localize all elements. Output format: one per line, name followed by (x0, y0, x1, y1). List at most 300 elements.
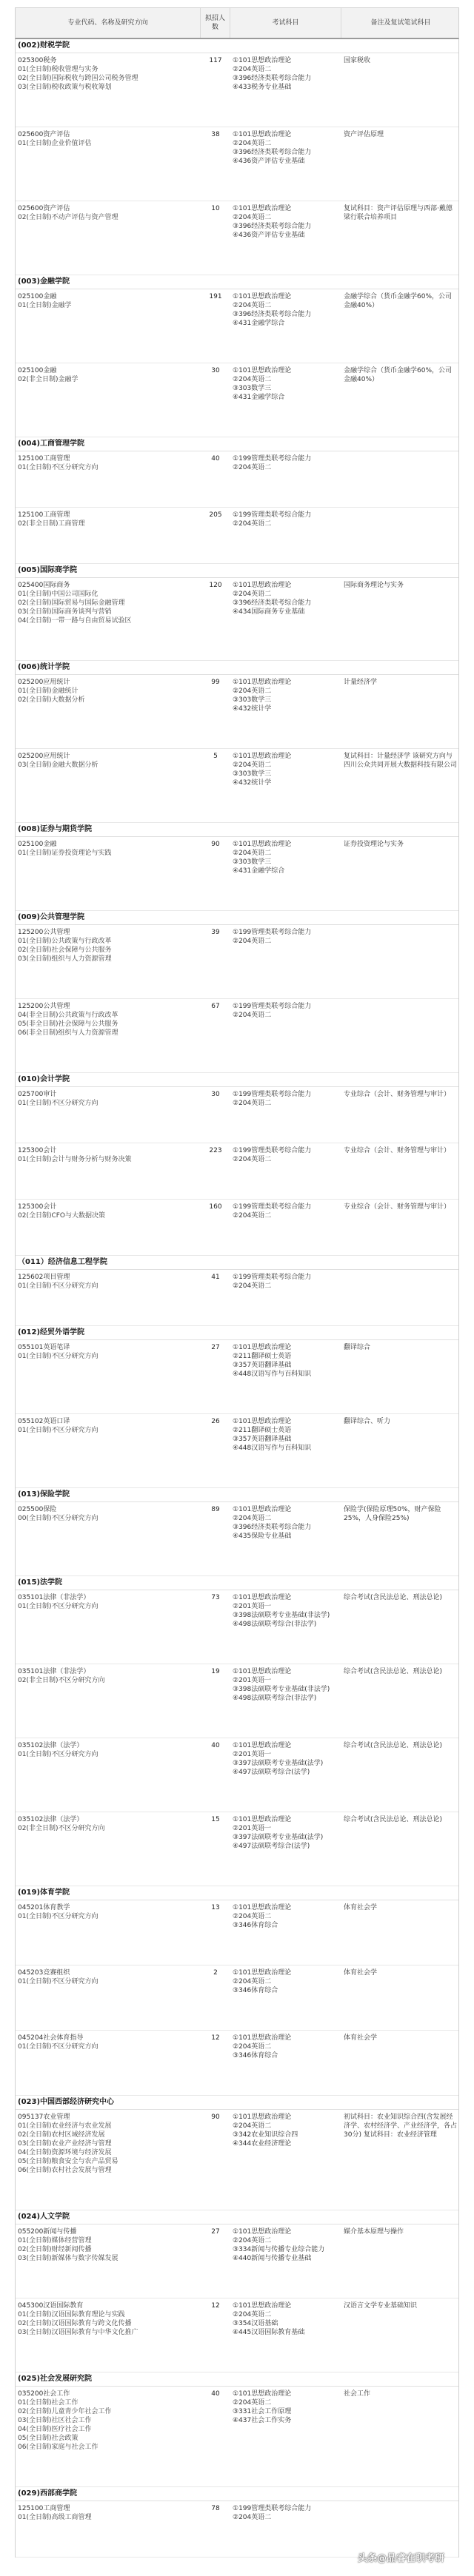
table-row (16, 289, 458, 363)
major-cell (16, 2031, 201, 2095)
major-cell (16, 1414, 201, 1487)
exam-subjects (230, 1738, 341, 1812)
exam-subject: ②204英语二 (233, 376, 272, 383)
exam-subject: ④432统计学 (233, 705, 272, 713)
school-section (15, 661, 459, 823)
table-row (16, 201, 458, 275)
exam-subject: ①199管理类联考综合能力 (233, 1203, 312, 1211)
remarks: 初试科目：农业知识综合四(含发展经济学、农村经济学、产业经济学，各占30分) 复试科目：农业经济管理 (344, 2113, 458, 2139)
school-section (15, 1488, 459, 1576)
exam-subject: ④344农业经济理论 (233, 2140, 292, 2148)
exam-subject: ②211翻译硕士英语 (233, 1353, 292, 1360)
exam-subjects (230, 2110, 341, 2210)
major-cell (16, 1270, 201, 1325)
exam-subject: ①101思想政治理论 (233, 2302, 292, 2310)
table-row (16, 2387, 458, 2487)
enrollment-count: 78 (211, 2505, 220, 2512)
major-cell (16, 1738, 201, 1812)
exam-subject: ③331社会工作原理 (233, 2408, 292, 2415)
school-title: (008)证券与期货学院 (16, 823, 458, 837)
research-direction: 01(全日制)不区分研究方向 (18, 1100, 99, 1107)
research-direction: 02(全日制)国际贸易与国际金融管理 (18, 599, 125, 607)
exam-subject: ③397法硕联考专业基础(法学) (233, 1834, 324, 1841)
remarks: 体育社会学 (344, 1969, 378, 1977)
exam-subjects (230, 201, 341, 275)
table-row (16, 451, 458, 508)
school-section (15, 1073, 459, 1256)
major-code: 025300税务 (18, 57, 57, 64)
major-cell (16, 749, 201, 822)
school-section (15, 1326, 459, 1488)
school-title: (002)财税学院 (16, 39, 458, 53)
major-cell (16, 675, 201, 748)
exam-subject: ③397法硕联考专业基础(法学) (233, 1760, 324, 1767)
research-direction: 01(全日制)不区分研究方向 (18, 1603, 99, 1610)
header-col-subjects: 考试科目 (230, 8, 341, 38)
table-row (16, 508, 458, 564)
exam-subject: ③303数学三 (233, 770, 272, 778)
exam-subject: ④497法硕联考综合(法学) (233, 1769, 310, 1776)
exam-subject: ②204英语二 (233, 1012, 272, 1019)
enrollment-count: 41 (211, 1274, 220, 1281)
exam-subject: ④431金融学综合 (233, 320, 285, 327)
exam-subject: ③357英语翻译基础 (233, 1362, 292, 1369)
research-direction: 01(全日制)农业经济与农业发展 (18, 2122, 112, 2130)
exam-subject: ③396经济类联考综合能力 (233, 223, 312, 230)
school-title: (006)统计学院 (16, 661, 458, 675)
exam-subject: ②204英语二 (233, 1913, 272, 1920)
remarks: 翻译综合 (344, 1344, 371, 1351)
exam-subject: ①101思想政治理论 (233, 1594, 292, 1601)
major-cell (16, 1087, 201, 1143)
remarks: 保险学(保险原理50%，财产保险25%，人身保险25%) (344, 1506, 441, 1522)
exam-subject: ③303数学三 (233, 696, 272, 704)
school-title: (003)金融学院 (16, 275, 458, 289)
table-row (16, 749, 458, 823)
exam-subject: ④437社会工作实务 (233, 2417, 292, 2424)
enrollment-count: 38 (211, 131, 220, 138)
enrollment-count: 40 (211, 2390, 220, 2398)
enrollment-count: 30 (211, 367, 220, 374)
enrollment-count: 13 (211, 1904, 220, 1911)
school-title: (004)工商管理学院 (16, 437, 458, 451)
exam-subject: ③357英语翻译基础 (233, 1436, 292, 1443)
remarks: 社会工作 (344, 2390, 371, 2398)
research-direction: 06(全日制)农村社会发展与管理 (18, 2167, 112, 2174)
research-direction: 01(全日制)税收管理与实务 (18, 66, 99, 73)
table-row (16, 1738, 458, 1812)
major-code: 025600资产评估 (18, 131, 70, 138)
remarks: 专业综合（会计、财务管理与审计） (344, 1091, 451, 1098)
exam-subject: ②204英语二 (233, 66, 272, 73)
enrollment-count: 5 (213, 753, 218, 760)
exam-subjects (230, 1590, 341, 1664)
major-code: 045201体育教学 (18, 1904, 70, 1911)
research-direction: 04(非全日制)公共政策与行政改革 (18, 1012, 118, 1019)
remarks: 媒介基本原理与操作 (344, 2228, 404, 2236)
table-row (16, 999, 458, 1073)
research-direction: 01(全日制)会计与财务分析与财务决策 (18, 1156, 132, 1163)
exam-subject: ②204英语二 (233, 850, 272, 857)
enrollment-count: 205 (209, 511, 222, 519)
exam-subject: ①199管理类联考综合能力 (233, 929, 312, 936)
major-code: 055102英语口译 (18, 1418, 70, 1425)
exam-subject: ①101思想政治理论 (233, 293, 292, 300)
exam-subject: ①101思想政治理论 (233, 2034, 292, 2042)
exam-subject: ①199管理类联考综合能力 (233, 455, 312, 463)
enrollment-count: 117 (209, 57, 222, 64)
major-code: 025200应用统计 (18, 679, 70, 686)
exam-subject: ③398法硕联考专业基础(非法学) (233, 1686, 330, 1693)
exam-subject: ①101思想政治理论 (233, 1816, 292, 1823)
research-direction: 02(非全日制)金融学 (18, 376, 79, 383)
research-direction: 04(全日制)资源环境与经济发展 (18, 2149, 112, 2156)
exam-subject: ③346体育综合 (233, 2052, 278, 2059)
major-code: 035101法律（非法学） (18, 1594, 90, 1601)
exam-subject: ①101思想政治理论 (233, 367, 292, 374)
exam-subject: ①199管理类联考综合能力 (233, 511, 312, 519)
remarks: 复试科目：资产评估原理与西部·戴德梁行联合培养项目 (344, 205, 453, 221)
exam-subject: ③342农业知识综合四 (233, 2131, 298, 2139)
exam-subject: ②204英语二 (233, 464, 272, 471)
school-title: (013)保险学院 (16, 1488, 458, 1502)
exam-subject: ①101思想政治理论 (233, 1506, 292, 1513)
exam-subject: ①101思想政治理论 (233, 57, 292, 64)
remarks: 汉语言文学专业基础知识 (344, 2302, 418, 2310)
exam-subjects (230, 508, 341, 563)
exam-subject: ③396经济类联考综合能力 (233, 149, 312, 156)
enrollment-count: 90 (211, 841, 220, 848)
school-title: （011）经济信息工程学院 (16, 1256, 458, 1270)
school-section (15, 1886, 459, 2096)
school-section (15, 911, 459, 1073)
exam-subject: ③303数学三 (233, 858, 272, 866)
exam-subjects (230, 749, 341, 822)
major-code: 055101英语笔译 (18, 1344, 70, 1351)
research-direction: 03(全日制)税收政策与税收筹划 (18, 84, 112, 91)
enrollment-count: 12 (211, 2034, 220, 2042)
research-direction: 01(全日制)中国公司国际化 (18, 591, 99, 598)
exam-subject: ③396经济类联考综合能力 (233, 75, 312, 82)
research-direction: 02(全日制)汉语国际教育与跨文化传播 (18, 2320, 132, 2327)
exam-subject: ②204英语二 (233, 1100, 272, 1107)
major-cell (16, 2224, 201, 2298)
research-direction: 03(全日制)农业产业经济与管理 (18, 2140, 112, 2148)
major-code: 045203竞赛组织 (18, 1969, 70, 1977)
enrollment-count: 2 (213, 1969, 218, 1977)
footer (0, 2543, 474, 2569)
major-code: 025700审计 (18, 1091, 57, 1098)
major-code: 125200公共管理 (18, 929, 70, 936)
major-cell (16, 925, 201, 998)
research-direction: 01(全日制)企业价值评估 (18, 140, 92, 147)
school-section (15, 564, 459, 661)
exam-subject: ①199管理类联考综合能力 (233, 1147, 312, 1154)
research-direction: 02(全日制)国际税收与跨国公司税务管理 (18, 75, 138, 82)
school-section (15, 2096, 459, 2210)
exam-subject: ①101思想政治理论 (233, 2228, 292, 2236)
remarks: 体育社会学 (344, 2034, 378, 2042)
major-code: 025200应用统计 (18, 753, 70, 760)
major-code: 125602项目管理 (18, 1274, 70, 1281)
major-code: 025400国际商务 (18, 582, 70, 589)
enrollment-count: 223 (209, 1147, 222, 1154)
exam-subject: ④433税务专业基础 (233, 84, 292, 91)
exam-subject: ②204英语二 (233, 1282, 272, 1290)
research-direction: 05(全日制)社会政策 (18, 2435, 79, 2442)
major-cell (16, 201, 201, 275)
enrollment-count: 89 (211, 1506, 220, 1513)
table-row (16, 1143, 458, 1200)
major-cell (16, 127, 201, 201)
exam-subjects (230, 1200, 341, 1255)
exam-subject: ④498法硕联考综合(非法学) (233, 1695, 317, 1702)
exam-subjects (230, 1270, 341, 1325)
remarks (341, 999, 460, 1072)
exam-subject: ④448汉语写作与百科知识 (233, 1445, 312, 1452)
research-direction: 01(全日制)不区分研究方向 (18, 1978, 99, 1985)
header-col-major: 专业代码、名称及研究方向 (16, 8, 201, 38)
enrollment-count: 15 (211, 1816, 220, 1823)
enrollment-count: 191 (209, 293, 222, 300)
school-title: (015)法学院 (16, 1576, 458, 1590)
research-direction: 01(全日制)汉语国际教育理论与实践 (18, 2311, 125, 2318)
exam-subject: ②204英语二 (233, 1212, 272, 1220)
exam-subject: ①101思想政治理论 (233, 131, 292, 138)
table-row (16, 1200, 458, 1256)
exam-subject: ②204英语二 (233, 2514, 272, 2521)
exam-subject: ④498法硕联考综合(非法学) (233, 1621, 317, 1628)
remarks: 证券投资理论与实务 (344, 841, 404, 848)
exam-subject: ③334新闻与传播专业综合能力 (233, 2246, 325, 2253)
exam-subjects (230, 2298, 341, 2372)
major-cell (16, 53, 201, 127)
exam-subjects (230, 451, 341, 507)
enrollment-count: 30 (211, 1091, 220, 1098)
major-code: 125100工商管理 (18, 455, 70, 463)
research-direction: 05(全日制)粮食安全与农产品贸易 (18, 2158, 118, 2165)
enrollment-count: 26 (211, 1418, 220, 1425)
exam-subject: ①101思想政治理论 (233, 205, 292, 212)
research-direction: 02(全日制)社会保障与公共服务 (18, 946, 112, 954)
table-row (16, 1340, 458, 1414)
remarks (341, 925, 460, 998)
remarks: 专业综合（会计、财务管理与审计） (344, 1203, 451, 1211)
exam-subject: ②204英语二 (233, 2311, 272, 2318)
exam-subject: ④440新闻与传播专业基础 (233, 2255, 312, 2262)
remarks: 国家税收 (344, 57, 371, 64)
admission-table (15, 7, 459, 2557)
exam-subjects (230, 363, 341, 437)
remarks (341, 1270, 460, 1325)
school-title: (024)人文学院 (16, 2210, 458, 2224)
exam-subject: ④436资产评估专业基础 (233, 158, 305, 165)
research-direction: 03(全日制)国际商务谈判与营销 (18, 608, 112, 616)
enrollment-count: 10 (211, 205, 220, 212)
remarks: 复试科目：计量经济学 该研究方向与四川公众共同开展大数据科技有限公司 (344, 753, 458, 769)
research-direction: 02(非全日制)不区分研究方向 (18, 1677, 105, 1684)
exam-subject: ④434国际商务专业基础 (233, 608, 305, 616)
table-row (16, 2110, 458, 2210)
major-code: 125300会计 (18, 1147, 57, 1154)
exam-subject: ②204英语二 (233, 1978, 272, 1985)
research-direction: 01(全日制)不区分研究方向 (18, 1751, 99, 1758)
major-code: 025600资产评估 (18, 205, 70, 212)
major-cell (16, 2298, 201, 2372)
table-row (16, 363, 458, 437)
exam-subject: ①101思想政治理论 (233, 1742, 292, 1749)
research-direction: 02(全日制)CFO与大数据决策 (18, 1212, 106, 1220)
remarks: 综合考试(含民法总论、刑法总论) (344, 1594, 443, 1601)
table-row (16, 2224, 458, 2298)
major-code: 025100金融 (18, 841, 57, 848)
exam-subject: ③396经济类联考综合能力 (233, 599, 312, 607)
exam-subject: ②204英语二 (233, 1515, 272, 1522)
major-cell (16, 578, 201, 660)
enrollment-count: 12 (211, 2302, 220, 2310)
research-direction: 06(非全日制)组织与人力资源管理 (18, 1029, 118, 1037)
major-cell (16, 1502, 201, 1575)
exam-subject: ②204英语二 (233, 140, 272, 147)
exam-subject: ②204英语二 (233, 214, 272, 221)
exam-subject: ④432统计学 (233, 779, 272, 787)
table-row (16, 1414, 458, 1488)
remarks: 专业综合（会计、财务管理与审计） (344, 1147, 451, 1154)
exam-subjects (230, 578, 341, 660)
table-row (16, 837, 458, 911)
exam-subjects (230, 1143, 341, 1199)
exam-subject: ②204英语二 (233, 2237, 272, 2244)
school-title: (029)西部商学院 (16, 2487, 458, 2501)
major-cell (16, 1200, 201, 1255)
exam-subject: ④431金融学综合 (233, 394, 285, 401)
research-direction: 01(全日制)公共政策与行政改革 (18, 938, 112, 945)
table-row (16, 2031, 458, 2096)
research-direction: 03(全日制)新媒体与数字传媒发展 (18, 2255, 118, 2262)
major-code: 025100金融 (18, 367, 57, 374)
major-cell (16, 1900, 201, 1965)
exam-subjects (230, 1340, 341, 1413)
exam-subjects (230, 837, 341, 910)
enrollment-count: 40 (211, 455, 220, 463)
exam-subject: ②204英语二 (233, 302, 272, 309)
research-direction: 01(全日制)证券投资理论与实践 (18, 850, 112, 857)
table-row (16, 1900, 458, 1965)
remarks (341, 451, 460, 507)
school-title: (012)经贸外语学院 (16, 1326, 458, 1340)
school-section (15, 437, 459, 564)
exam-subject: ④435保险专业基础 (233, 1533, 292, 1540)
major-code: 125300会计 (18, 1203, 57, 1211)
exam-subject: ②201英语一 (233, 1677, 272, 1684)
research-direction: 02(全日制)不动产评估与资产管理 (18, 214, 118, 221)
table-row (16, 1270, 458, 1326)
table-row (16, 675, 458, 749)
exam-subject: ①199管理类联考综合能力 (233, 1003, 312, 1010)
major-code: 125200公共管理 (18, 1003, 70, 1010)
table-row (16, 925, 458, 999)
major-code: 025100金融 (18, 293, 57, 300)
research-direction: 02(全日制)儿童青少年社会工作 (18, 2408, 112, 2415)
research-direction: 00(全日制)不区分研究方向 (18, 1515, 99, 1522)
research-direction: 01(全日制)社会工作 (18, 2399, 79, 2407)
exam-subjects (230, 2387, 341, 2486)
enrollment-count: 39 (211, 929, 220, 936)
research-direction: 01(全日制)不区分研究方向 (18, 464, 99, 471)
exam-subject: ①101思想政治理论 (233, 2113, 292, 2121)
school-section (15, 275, 459, 437)
major-cell (16, 1143, 201, 1199)
research-direction: 01(全日制)不区分研究方向 (18, 2043, 99, 2051)
major-cell (16, 289, 201, 363)
major-cell (16, 1340, 201, 1413)
table-row (16, 2298, 458, 2372)
exam-subjects (230, 999, 341, 1072)
major-code: 045300汉语国际教育 (18, 2302, 84, 2310)
exam-subject: ①199管理类联考综合能力 (233, 1274, 312, 1281)
exam-subject: ②204英语二 (233, 938, 272, 945)
exam-subject: ①101思想政治理论 (233, 841, 292, 848)
school-title: (023)中国西部经济研究中心 (16, 2096, 458, 2110)
exam-subject: ④436资产评估专业基础 (233, 232, 305, 239)
major-code: 035200社会工作 (18, 2390, 70, 2398)
research-direction: 01(全日制)金融学 (18, 302, 72, 309)
exam-subject: ②201英语一 (233, 1751, 272, 1758)
exam-subject: ①199管理类联考综合能力 (233, 1091, 312, 1098)
enrollment-count: 73 (211, 1594, 220, 1601)
exam-subject: ②204英语二 (233, 1156, 272, 1163)
research-direction: 05(非全日制)社会保障与公共服务 (18, 1020, 118, 1028)
exam-subjects (230, 1965, 341, 2030)
table-row (16, 1965, 458, 2031)
exam-subject: ③398法硕联考专业基础(非法学) (233, 1612, 330, 1619)
major-cell (16, 1664, 201, 1738)
enrollment-count: 90 (211, 2113, 220, 2121)
exam-subject: ①101思想政治理论 (233, 1969, 292, 1977)
major-cell (16, 451, 201, 507)
school-section (15, 1256, 459, 1326)
research-direction: 04(全日制)一带一路与自由贸易试验区 (18, 617, 132, 625)
table-row (16, 1590, 458, 1664)
school-section (15, 823, 459, 911)
research-direction: 01(全日制)不区分研究方向 (18, 1913, 99, 1920)
enrollment-count: 27 (211, 2228, 220, 2236)
research-direction: 01(全日制)不区分研究方向 (18, 1427, 99, 1434)
major-code: 035102法律（法学） (18, 1816, 84, 1823)
exam-subject: ③346体育综合 (233, 1987, 278, 1994)
major-code: 125100工商管理 (18, 2505, 70, 2512)
school-section (15, 1576, 459, 1886)
remarks: 金融学综合（货币金融学60%，公司金融40%） (344, 293, 453, 309)
research-direction: 02(非全日制)不区分研究方向 (18, 1825, 105, 1832)
enrollment-count: 40 (211, 1742, 220, 1749)
remarks: 资产评估原理 (344, 131, 384, 138)
exam-subjects (230, 127, 341, 201)
major-code: 045204社会体育指导 (18, 2034, 84, 2042)
research-direction: 02(全日制)财经新闻传播 (18, 2246, 92, 2253)
school-section (15, 2372, 459, 2487)
exam-subject: ①101思想政治理论 (233, 679, 292, 686)
exam-subject: ①101思想政治理论 (233, 2390, 292, 2398)
exam-subject: ①101思想政治理论 (233, 1344, 292, 1351)
school-title: (005)国际商学院 (16, 564, 458, 578)
exam-subject: ①199管理类联考综合能力 (233, 2505, 312, 2512)
table-row (16, 53, 458, 127)
exam-subjects (230, 2031, 341, 2095)
exam-subject: ④497法硕联考综合(法学) (233, 1843, 310, 1850)
table-row (16, 127, 458, 201)
major-cell (16, 2387, 201, 2486)
